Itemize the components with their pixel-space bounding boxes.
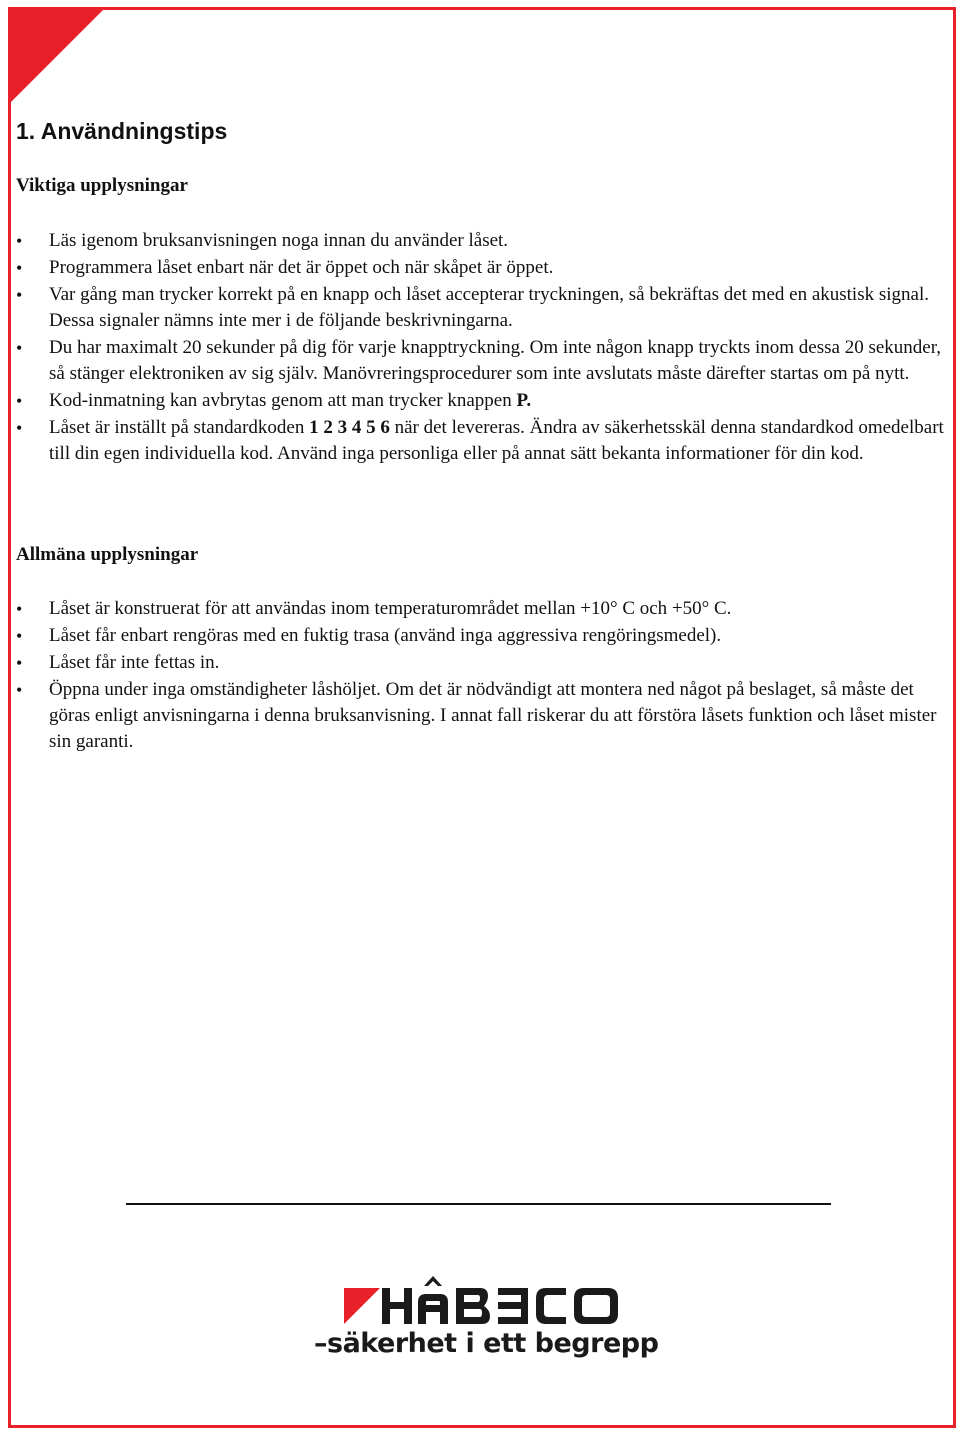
general-list bbox=[16, 596, 944, 755]
list-item-text: Programmera låset enbart när det är öppet och när skåpet är öppet. bbox=[49, 257, 554, 278]
list-item-bold-text: 1 2 3 4 5 6 bbox=[309, 417, 390, 438]
list-item bbox=[16, 335, 944, 387]
list-item-text: Läs igenom bruksanvisningen noga innan du använder låset. bbox=[49, 230, 509, 251]
bullet-icon: • bbox=[16, 285, 23, 305]
bullet-icon: • bbox=[16, 258, 23, 278]
list-item bbox=[16, 282, 944, 334]
list-item-text: när det levereras. Ändra av säkerhetsskäl denna standardkod omedelbart till din egen individuella kod. Använd inga personliga eller på annat sätt bekanta informationer för din kod. bbox=[49, 417, 944, 464]
list-item-text: Låset får inte fettas in. bbox=[49, 652, 220, 673]
list-item-text: Var gång man trycker korrekt på en knapp och låset accepterar tryckningen, så bekräftas det med en akustisk signal. Dessa signaler nämns inte mer i de följande beskrivningarna. bbox=[49, 284, 929, 331]
list-item-text: Kod-inmatning kan avbrytas genom att man trycker knappen bbox=[49, 390, 517, 411]
page-title: 1. Användningstips bbox=[16, 118, 228, 144]
list-item-bold-text: P. bbox=[516, 390, 532, 411]
bullet-icon: • bbox=[16, 391, 23, 411]
list-item-text: Låset är inställt på standardkoden bbox=[49, 417, 310, 438]
list-item-text: Låset är konstruerat för att användas inom temperaturområdet mellan +10° C och +50° C. bbox=[49, 598, 732, 619]
list-item bbox=[16, 596, 944, 622]
list-item-text: Öppna under inga omständigheter låshöljet. Om det är nödvändigt att montera ned något på beslaget, så måste det göras enligt anvisningarna i denna bruksanvisning. I annat fall riskerar du att förstöra låsets funktion och låset mister sin garanti. bbox=[49, 679, 937, 752]
section-title-general: Allmäna upplysningar bbox=[16, 544, 199, 565]
important-list bbox=[16, 228, 944, 467]
footer-divider bbox=[126, 1203, 831, 1205]
bullet-icon: • bbox=[16, 231, 23, 251]
list-item bbox=[16, 388, 944, 414]
bullet-icon: • bbox=[16, 653, 23, 673]
bullet-icon: • bbox=[16, 680, 23, 700]
corner-accent bbox=[8, 7, 106, 105]
list-item bbox=[16, 677, 944, 755]
logo-slogan: –säkerhet i ett begrepp bbox=[314, 1328, 659, 1359]
bullet-icon: • bbox=[16, 599, 23, 619]
list-item bbox=[16, 228, 944, 254]
list-item-text: Låset får enbart rengöras med en fuktig trasa (använd inga aggressiva rengöringsmedel). bbox=[49, 625, 722, 646]
bullet-icon: • bbox=[16, 338, 23, 358]
list-item bbox=[16, 415, 944, 467]
list-item bbox=[16, 623, 944, 649]
bullet-icon: • bbox=[16, 418, 23, 438]
section-title-important: Viktiga upplysningar bbox=[16, 175, 188, 196]
bullet-icon: • bbox=[16, 626, 23, 646]
list-item-text: Du har maximalt 20 sekunder på dig för varje knapptryckning. Om inte någon knapp tryckts inom dessa 20 sekunder, så stänger elektroniken av sig själv. Manövreringsprocedurer som inte avslutats måste därefter startas om på nytt. bbox=[49, 337, 942, 384]
list-item bbox=[16, 650, 944, 676]
list-item bbox=[16, 255, 944, 281]
